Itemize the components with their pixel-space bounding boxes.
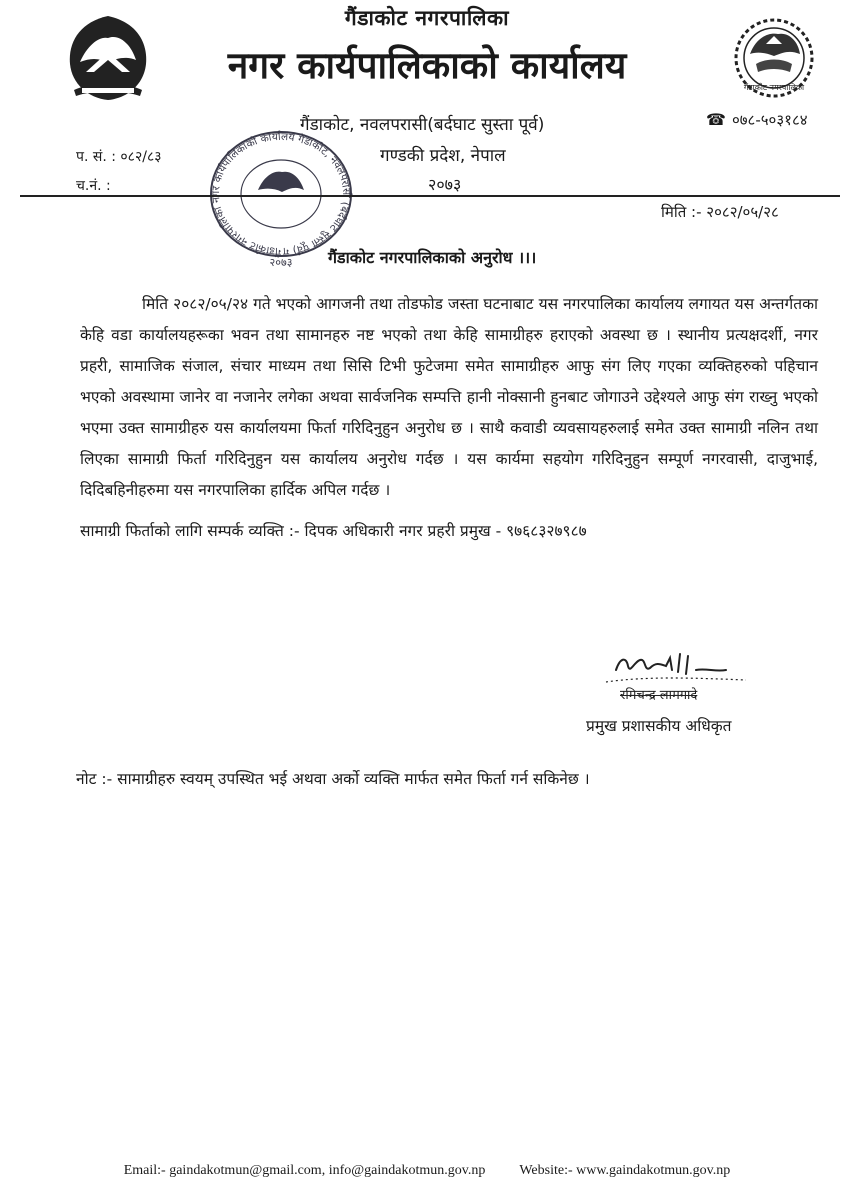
logo-caption: गैंडाकोट नगरपालिका: [743, 83, 805, 92]
signatory-title: प्रमुख प्रशासकीय अधिकृत: [586, 717, 732, 735]
stamp-year: २०७३: [269, 256, 293, 269]
municipality-name: गैंडाकोट नगरपालिका: [344, 6, 510, 30]
established-year: २०७३: [428, 175, 462, 194]
office-title: नगर कार्यपालिकाको कार्यालय: [227, 44, 627, 87]
header-divider: [20, 195, 840, 197]
letter-subject: गैंडाकोट नगरपालिकाको अनुरोध ।।।: [328, 248, 537, 267]
signatory-name: रमिचन्द्र लामगादे: [620, 688, 698, 703]
contact-person-line: सामाग्री फिर्ताको लागि सम्पर्क व्यक्ति :- दिपक अधिकारी नगर प्रहरी प्रमुख - ९७६८३२७९८७: [80, 522, 587, 540]
telephone-icon: ☎: [706, 110, 726, 129]
stamp-ring-text: गैंडाकोट नगरपालिका नगर कार्यपालिकाको कार्यालय गैंडाकोट, नवलपरासी (बर्दघाट सुस्ता पूर्व) ग: [210, 130, 353, 258]
letter-note: नोट :- सामाग्रीहरु स्वयम् उपस्थित भई अथवा अर्को व्यक्ति मार्फत समेत फिर्ता गर्न सकिनेछ ।: [76, 770, 590, 788]
body-paragraph: मिति २०८२/०५/२४ गते भएको आगजनी तथा तोडफोड जस्ता घटनाबाट यस नगरपालिका कार्यालय लगायत यस अन्तर्गतका केहि वडा कार्यालयहरूका भवन तथा सामानहरु नष्ट भएको तथा केहि सामाग्रीहरु हराएको अवस्था छ । स्थानीय प्रत्यक्षदर्शी, नगर प्रहरी, सामाजिक संजाल, संचार माध्यम तथा सिसि टिभी फुटेजमा समेत सामाग्रीहरु आफु संग लिए गएका व्यक्तिहरुको पहिचान भएको अवस्थामा जानेर वा नजानेर लगेका अथवा सार्वजनिक सम्पत्ति हानी नोक्सानी हुनबाट जोगाउने उद्देश्यले आफु संग राख्नु भएको भएमा उक्त सामाग्रीहरु यस कार्यालयमा फिर्ता गरिदिनुहुन अनुरोध छ । साथै कवाडी व्यवसायहरुलाई समेत उक्त सामाग्री नलिन तथा लिएका सामाग्री फिर्ता गरिदिनुहुन यस कार्यालय अनुरोध गर्दछ । यस कार्यमा सहयोग गरिदिनुहुन सम्पूर्ण नगरवासी, दाजुभाई, दिदिबहिनीहरुमा यस नगरपालिका हार्दिक अपिल गर्दछ ।: [80, 295, 818, 499]
phone-number: [706, 110, 808, 130]
letter-date: मिति :- २०८२/०५/२८: [661, 203, 779, 221]
letter-body: [80, 289, 818, 506]
footer-website: Website:- www.gaindakotmun.gov.np: [519, 1163, 731, 1178]
office-address: गैंडाकोट, नवलपरासी(बर्दघाट सुस्ता पूर्व): [300, 115, 545, 135]
footer-contact: [0, 1163, 854, 1179]
province-country: गण्डकी प्रदेश, नेपाल: [380, 146, 506, 166]
phone-value: ०७८-५०३१८४: [731, 111, 808, 129]
reference-number: प. सं. : ०८२/८३: [76, 149, 162, 165]
dispatch-number: च.नं. :: [76, 178, 111, 194]
footer-email: Email:- gaindakotmun@gmail.com, info@gaindakotmun.gov.np: [123, 1163, 486, 1178]
